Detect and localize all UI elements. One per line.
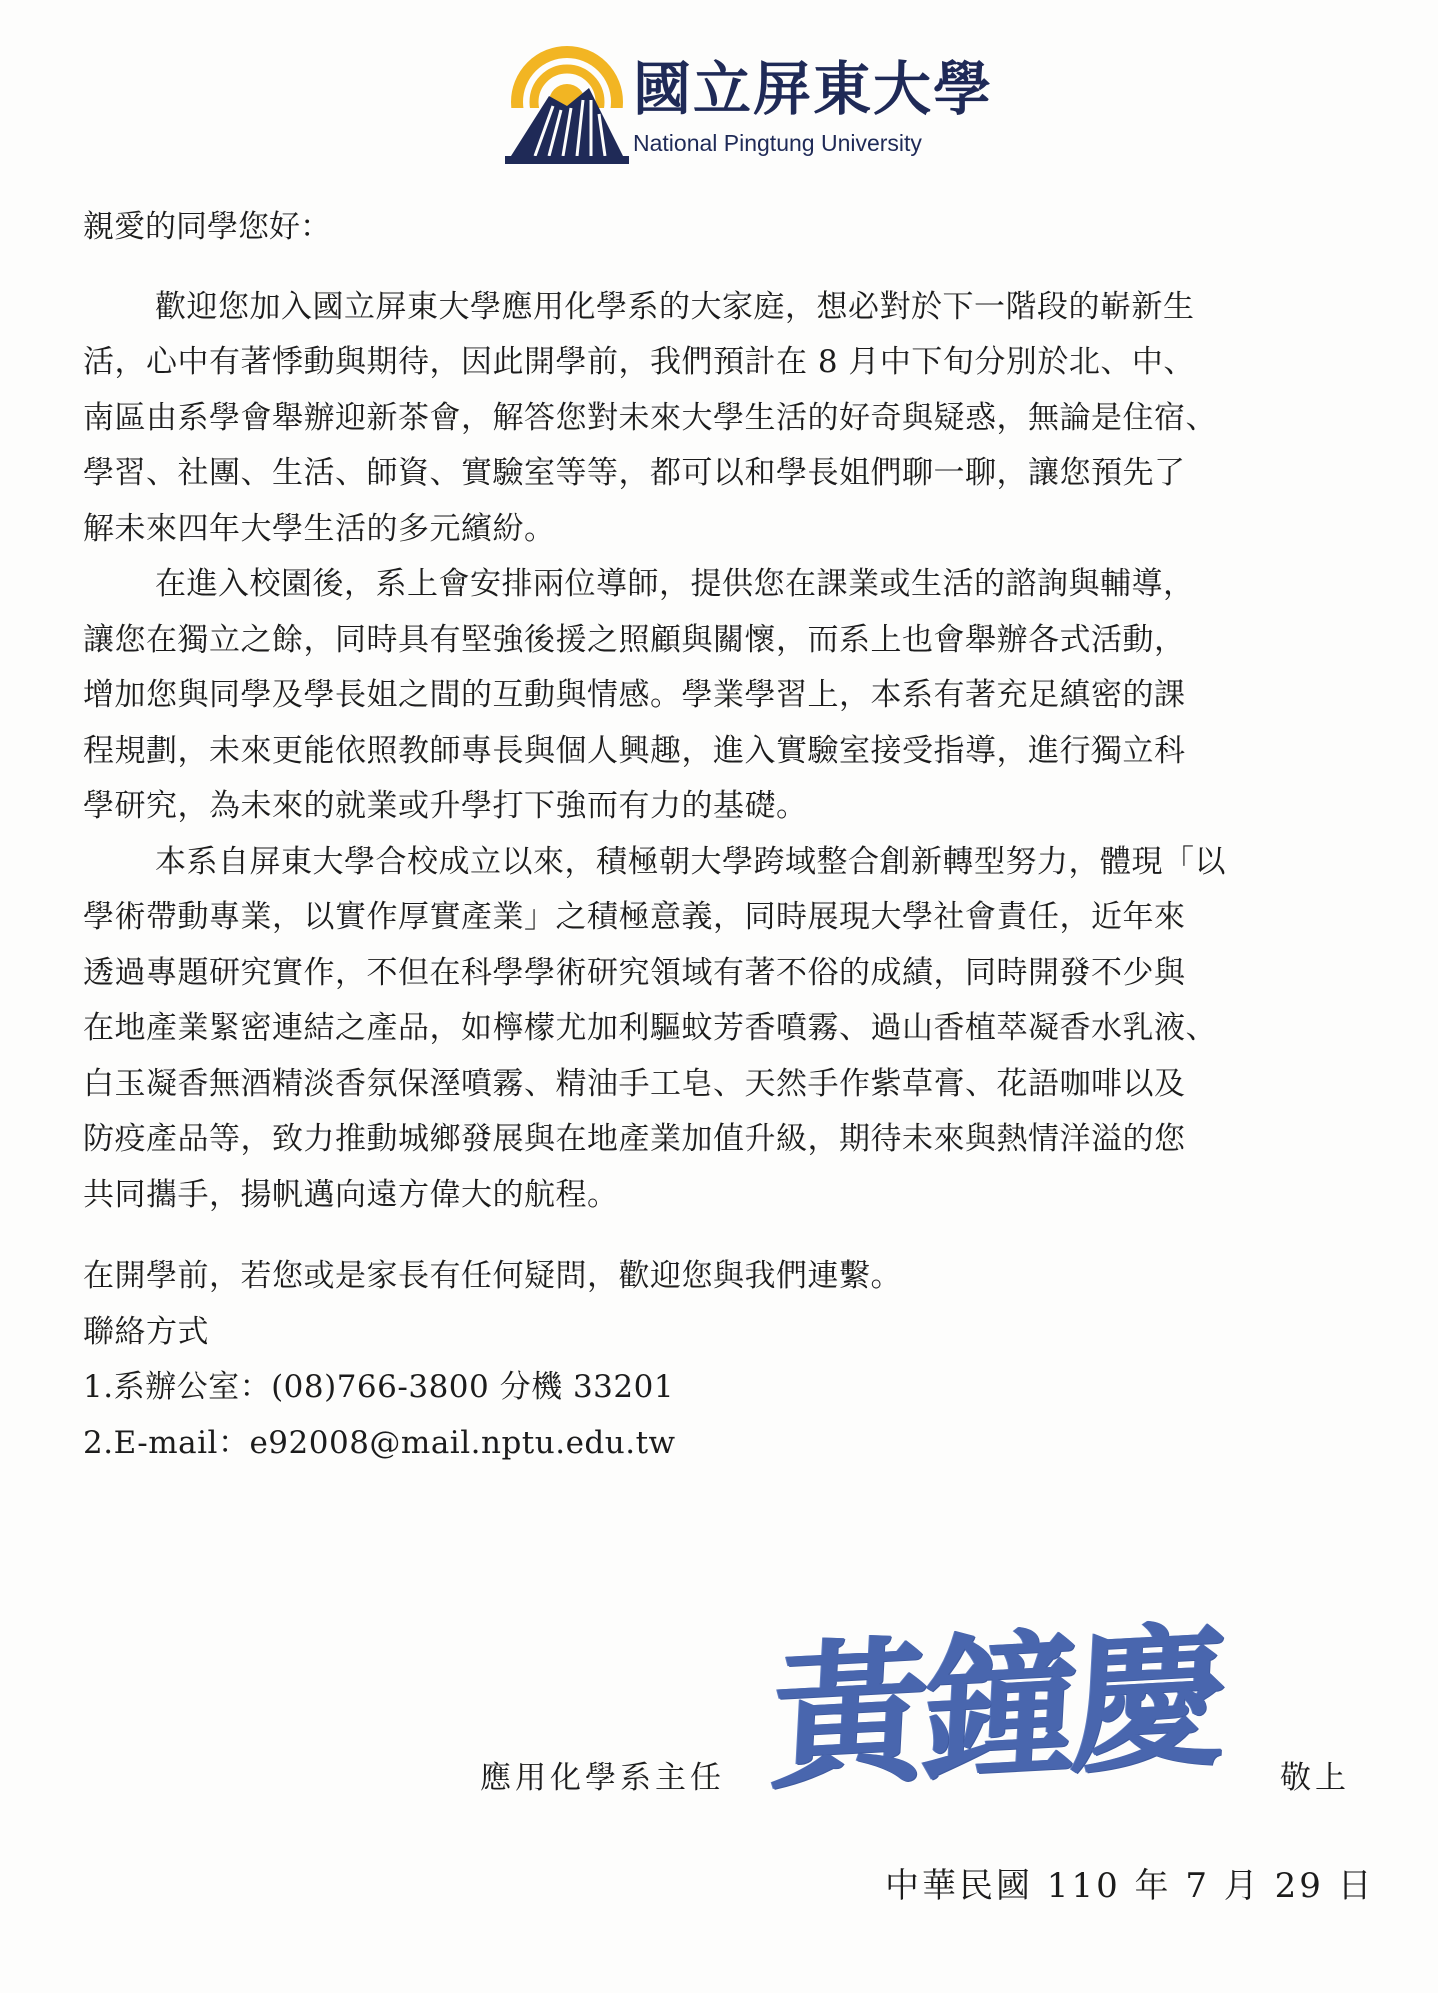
paragraph-line: 學研究，為未來的就業或升學打下強而有力的基礎。 (83, 788, 808, 824)
paragraph-line: 程規劃，未來更能依照教師專長與個人興趣，進入實驗室接受指導，進行獨立科 (83, 732, 1186, 769)
paragraph-line: 活，心中有著悸動與期待，因此開學前，我們預計在 8 月中下旬分別於北、中、 (83, 344, 1195, 380)
paragraph-line: 共同攜手，揚帆邁向遠方偉大的航程。 (83, 1176, 619, 1213)
logo-english-name: National Pingtung University (633, 130, 922, 156)
paragraph-line: 防疫產品等，致力推動城鄉發展與在地產業加值升級，期待未來與熱情洋溢的您 (83, 1121, 1186, 1157)
signature-closing: 敬上 (1280, 1760, 1350, 1796)
paragraph-line: 本系自屏東大學合校成立以來，積極朝大學跨域整合創新轉型努力，體現「以 (155, 843, 1226, 880)
closing-note: 在開學前，若您或是家長有任何疑問，歡迎您與我們連繫。 (83, 1258, 902, 1294)
paragraph-line: 歡迎您加入國立屏東大學應用化學系的大家庭，想必對於下一階段的嶄新生 (155, 288, 1195, 325)
paragraph-line: 在地產業緊密連結之產品，如檸檬尤加利驅蚊芳香噴霧、過山香植萃凝香水乳液、 (83, 1010, 1217, 1046)
paragraph-line: 讓您在獨立之餘，同時具有堅強後援之照顧與關懷，而系上也會舉辦各式活動， (83, 621, 1186, 658)
paragraph-line: 白玉凝香無酒精淡香氛保溼噴霧、精油手工皂、天然手作紫草膏、花語咖啡以及 (83, 1065, 1186, 1102)
contact-phone: 1.系辦公室：(08)766-3800 分機 33201 (83, 1369, 675, 1405)
paragraph-2 (83, 557, 1363, 835)
paragraph-line: 增加您與同學及學長姐之間的互動與情感。學業學習上，本系有著充足縝密的課 (83, 677, 1186, 713)
paragraph-3 (83, 835, 1363, 1224)
mountain-sun-logo-icon (505, 44, 629, 164)
logo-chinese-name: 國立屏東大學 (633, 55, 994, 123)
signature-block (480, 1603, 1380, 1820)
letter-body (83, 200, 1363, 1471)
contact-heading: 聯絡方式 (83, 1313, 209, 1350)
university-logo (505, 40, 994, 170)
letter-date: 中華民國 110 年 7 月 29 日 (885, 1866, 1375, 1906)
signer-title: 應用化學系主任 (480, 1760, 725, 1796)
paragraph-line: 南區由系學會舉辦迎新茶會，解答您對未來大學生活的好奇與疑惑，無論是住宿、 (83, 399, 1217, 436)
paragraph-line: 學術帶動專業，以實作厚實產業」之積極意義，同時展現大學社會責任，近年來 (83, 899, 1186, 935)
paragraph-line: 解未來四年大學生活的多元繽紛。 (83, 510, 556, 547)
greeting: 親愛的同學您好： (83, 209, 331, 245)
paragraph-line: 在進入校園後，系上會安排兩位導師，提供您在課業或生活的諮詢與輔導， (155, 566, 1195, 602)
handwritten-signature: 黃鐘慶 (767, 1603, 1227, 1812)
paragraph-1 (83, 280, 1363, 558)
contact-email: 2.E-mail：e92008@mail.nptu.edu.tw (83, 1424, 676, 1461)
paragraph-line: 學習、社團、生活、師資、實驗室等等，都可以和學長姐們聊一聊，讓您預先了 (83, 455, 1186, 491)
contact-section (83, 1249, 1363, 1471)
paragraph-line: 透過專題研究實作，不但在科學學術研究領域有著不俗的成績，同時開發不少與 (83, 954, 1186, 991)
